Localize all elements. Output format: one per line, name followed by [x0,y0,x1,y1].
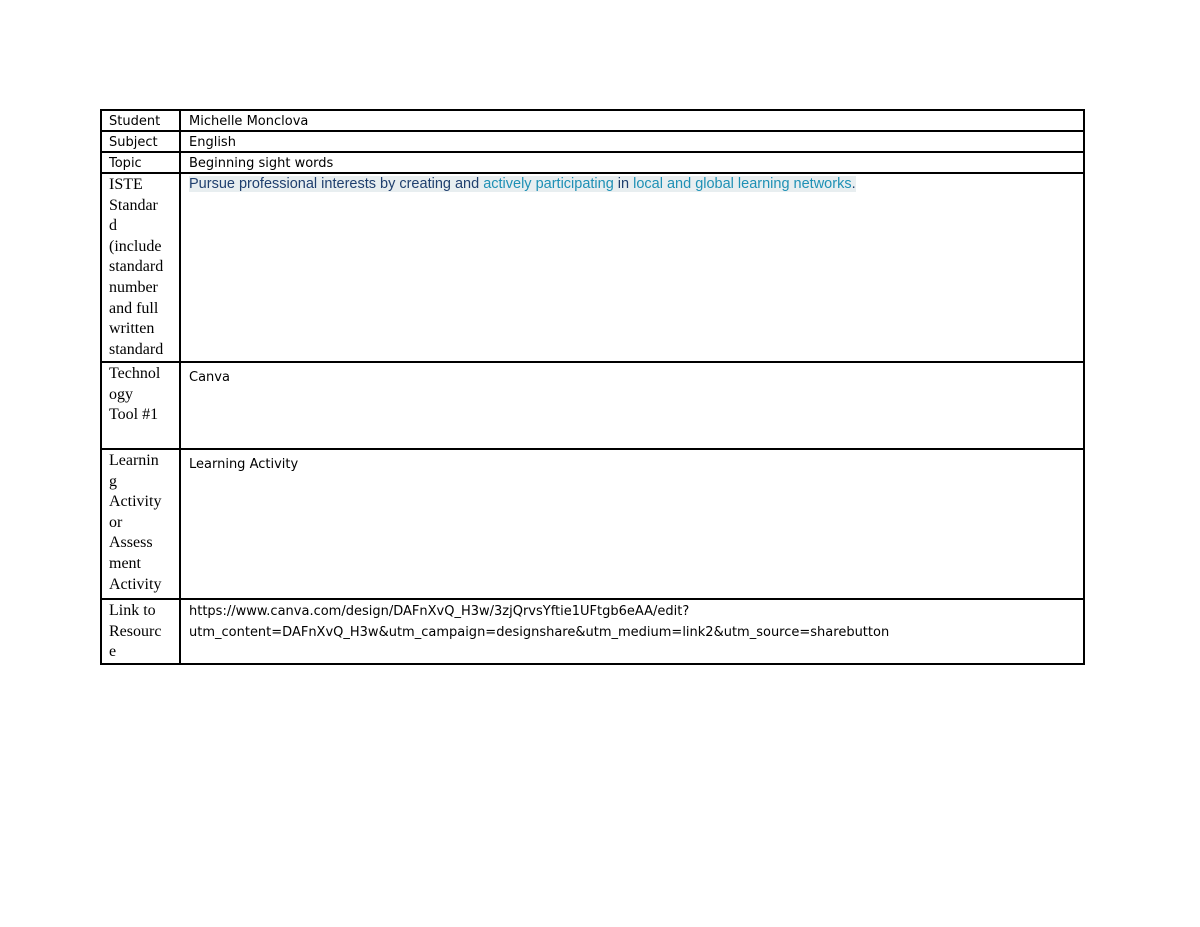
standard-highlight [189,176,856,192]
technology-tool-value: Canva [180,362,1084,449]
iste-label-line: number [109,278,158,296]
activity-label-line: Learnin [109,452,159,469]
topic-value: Beginning sight words [180,152,1084,173]
iste-label-line: Standar [109,196,158,214]
iste-label-line: ISTE [109,176,143,193]
learning-activity-row [101,449,1084,599]
student-label: Student [101,110,180,131]
iste-label-line: written [109,320,155,338]
topic-label: Topic [101,152,180,173]
standard-link-actively-participating[interactable]: actively participating [483,176,614,192]
resource-url-line[interactable]: utm_content=DAFnXvQ_H3w&utm_campaign=designshare&utm_medium=link2&utm_source=sharebutton [189,625,890,640]
learning-activity-label [101,449,180,599]
resource-link-label [101,599,180,664]
tool-label-line: ogy [109,385,133,403]
iste-standard-value [180,173,1084,362]
standard-text-part: Pursue professional interests by creating and [189,176,484,192]
activity-label-line: ment [109,554,141,572]
resource-link-row [101,599,1084,664]
standard-text-part: . [851,176,856,192]
standard-link-learning-networks[interactable]: local and global learning networks [633,176,852,192]
standard-text-part: in [613,176,634,192]
topic-row [101,152,1084,173]
resource-link-value[interactable] [180,599,1084,664]
link-label-line: Link to [109,602,156,619]
tool-label-line: Technol [109,365,161,382]
activity-label-line: Activity [109,575,162,593]
iste-label-line: and full [109,299,159,317]
link-label-line: e [109,643,117,661]
subject-row [101,131,1084,152]
technology-tool-label [101,362,180,449]
iste-label-line: d [109,217,117,235]
iste-standard-row [101,173,1084,362]
student-value: Michelle Monclova [180,110,1084,131]
learning-activity-value: Learning Activity [180,449,1084,599]
activity-label-line: Activity [109,493,162,511]
student-row [101,110,1084,131]
subject-value: English [180,131,1084,152]
iste-label-line: (include [109,237,162,255]
tool-label-line: Tool #1 [109,406,159,424]
iste-label-line: standard [109,258,164,276]
activity-label-line: g [109,472,117,490]
lesson-plan-table [100,109,1085,665]
resource-url-line[interactable]: https://www.canva.com/design/DAFnXvQ_H3w/3zjQrvsYftie1UFtgb6eAA/edit? [189,604,690,619]
subject-label: Subject [101,131,180,152]
link-label-line: Resourc [109,622,162,640]
activity-label-line: Assess [109,534,153,552]
iste-standard-label [101,173,180,362]
iste-label-line: standard [109,340,164,358]
activity-label-line: or [109,513,123,531]
technology-tool-row [101,362,1084,449]
